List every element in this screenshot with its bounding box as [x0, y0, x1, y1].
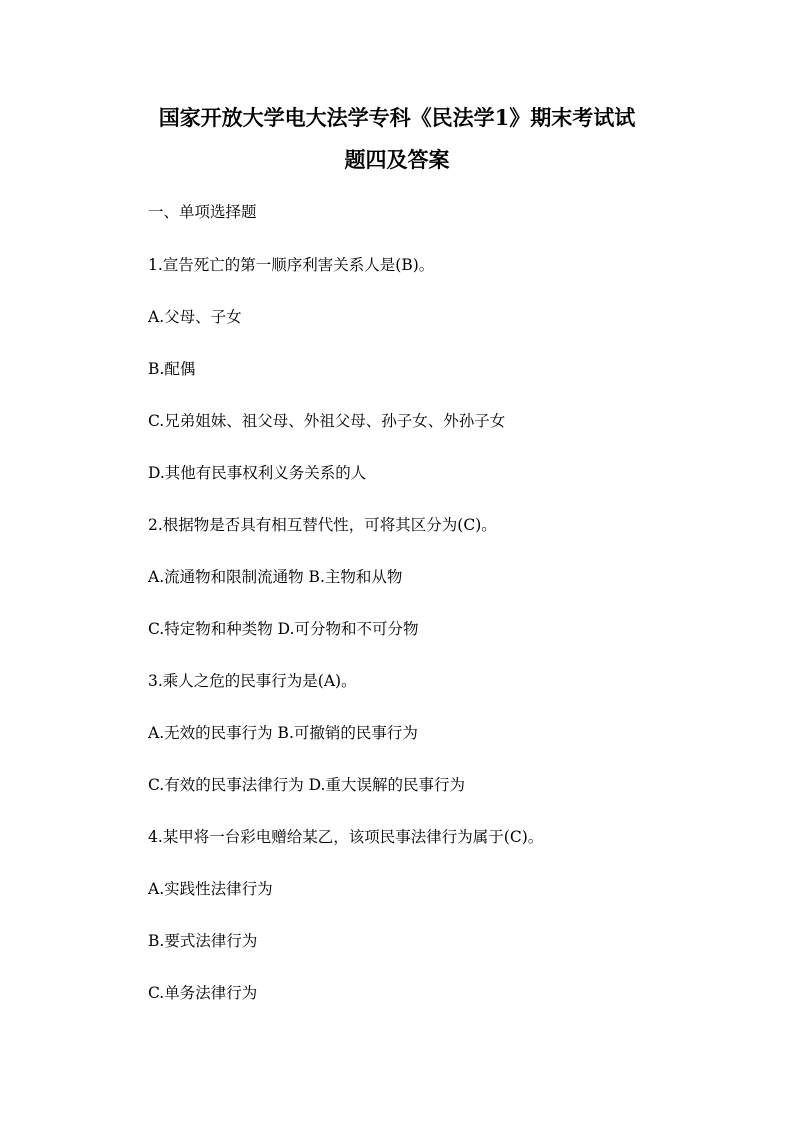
- question-3: 3.乘人之危的民事行为是(A)。: [148, 672, 357, 690]
- question-1-option-b: B.配偶: [148, 360, 196, 378]
- document-title-line-1: 国家开放大学电大法学专科《民法学1》期末考试试: [158, 105, 636, 130]
- question-2: 2.根据物是否具有相互替代性，可将其区分为(C)。: [148, 516, 497, 534]
- question-4-option-c: C.单务法律行为: [148, 984, 258, 1002]
- question-4: 4.某甲将一台彩电赠给某乙，该项民事法律行为属于(C)。: [148, 828, 544, 846]
- question-3-options-cd: C.有效的民事法律行为 D.重大误解的民事行为: [148, 776, 465, 794]
- question-1-option-a: A.父母、子女: [148, 308, 242, 326]
- question-3-options-ab: A.无效的民事行为 B.可撤销的民事行为: [148, 724, 418, 742]
- question-2-options-ab: A.流通物和限制流通物 B.主物和从物: [148, 568, 403, 586]
- document-title-line-2: 题四及答案: [344, 147, 450, 172]
- section-heading: 一、单项选择题: [148, 203, 257, 221]
- question-4-option-b: B.要式法律行为: [148, 932, 258, 950]
- question-1-option-c: C.兄弟姐妹、祖父母、外祖父母、孙子女、外孙子女: [148, 412, 506, 430]
- question-2-options-cd: C.特定物和种类物 D.可分物和不可分物: [148, 620, 419, 638]
- question-1: 1.宣告死亡的第一顺序利害关系人是(B)。: [148, 256, 435, 274]
- question-1-option-d: D.其他有民事权利义务关系的人: [148, 464, 367, 482]
- question-4-option-a: A.实践性法律行为: [148, 880, 273, 898]
